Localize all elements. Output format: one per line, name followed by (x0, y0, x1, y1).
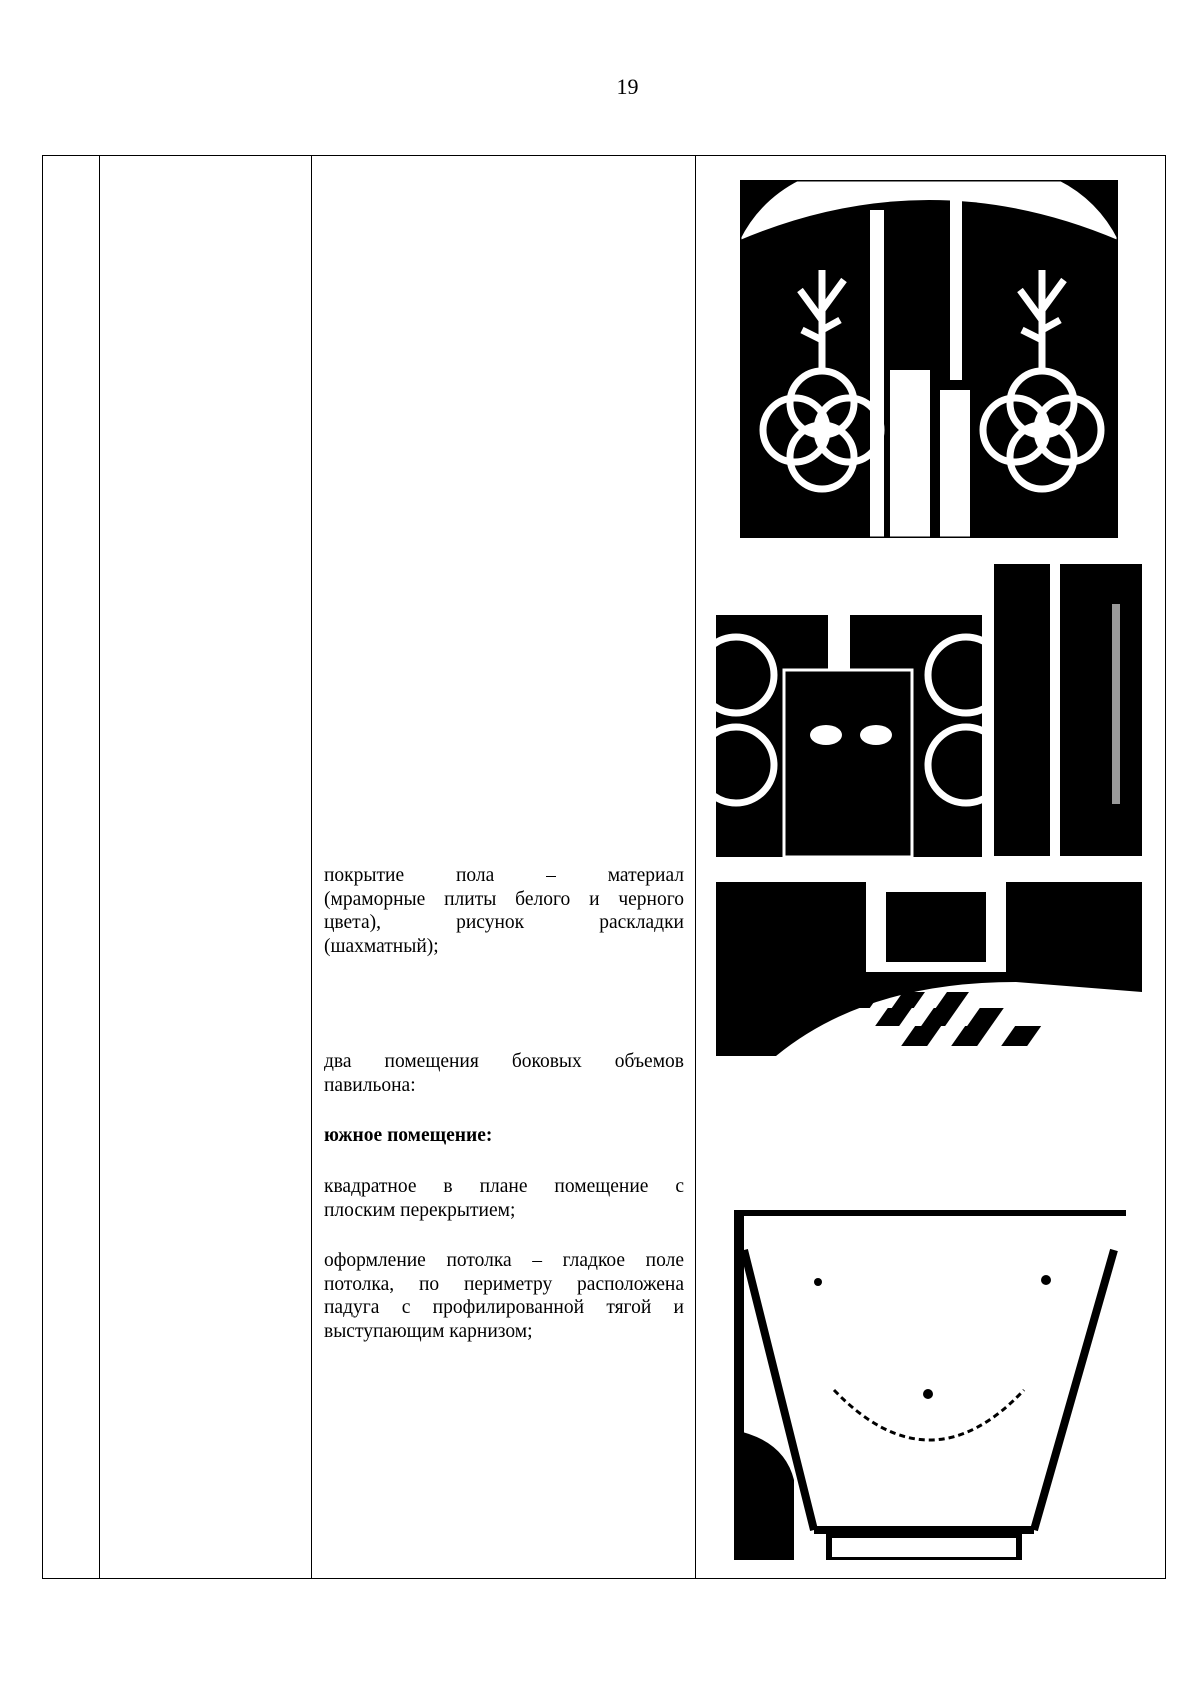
side-rooms-line-2: павильона: (324, 1074, 416, 1096)
ceiling-line-4: выступающим карнизом; (324, 1320, 533, 1342)
floor-line-2: (мраморные плиты белого и черного (324, 888, 684, 910)
photo-door-edge (994, 564, 1142, 856)
side-rooms-line-1: два помещения боковых объемов (324, 1051, 684, 1072)
room-shape-line-1: квадратное в плане помещение с (324, 1176, 684, 1197)
column-divider-2 (311, 156, 312, 1578)
side-rooms-description (324, 1050, 684, 1097)
ceiling-line-2: потолка, по периметру расположена (324, 1273, 684, 1295)
column-divider-3 (695, 156, 696, 1578)
room-shape-description (324, 1175, 684, 1222)
column-divider-1 (99, 156, 100, 1578)
floor-line-1: покрытие пола – материал (324, 865, 684, 886)
photo-ceiling (734, 1210, 1126, 1560)
photo-carved-doors (740, 180, 1118, 538)
photo-checkered-floor (716, 882, 1142, 1056)
ceiling-line-1: оформление потолка – гладкое поле (324, 1250, 684, 1271)
ceiling-description (324, 1249, 684, 1343)
floor-description (324, 864, 684, 958)
page-number: 19 (616, 74, 639, 99)
ceiling-line-3: падуга с профилированной тягой и (324, 1297, 684, 1318)
floor-line-4: (шахматный); (324, 935, 439, 957)
south-room-heading: южное помещение: (324, 1125, 493, 1146)
room-shape-line-2: плоским перекрытием; (324, 1199, 516, 1221)
floor-line-3: цвета), рисунок раскладки (324, 912, 684, 933)
photo-door-handles (716, 615, 982, 857)
